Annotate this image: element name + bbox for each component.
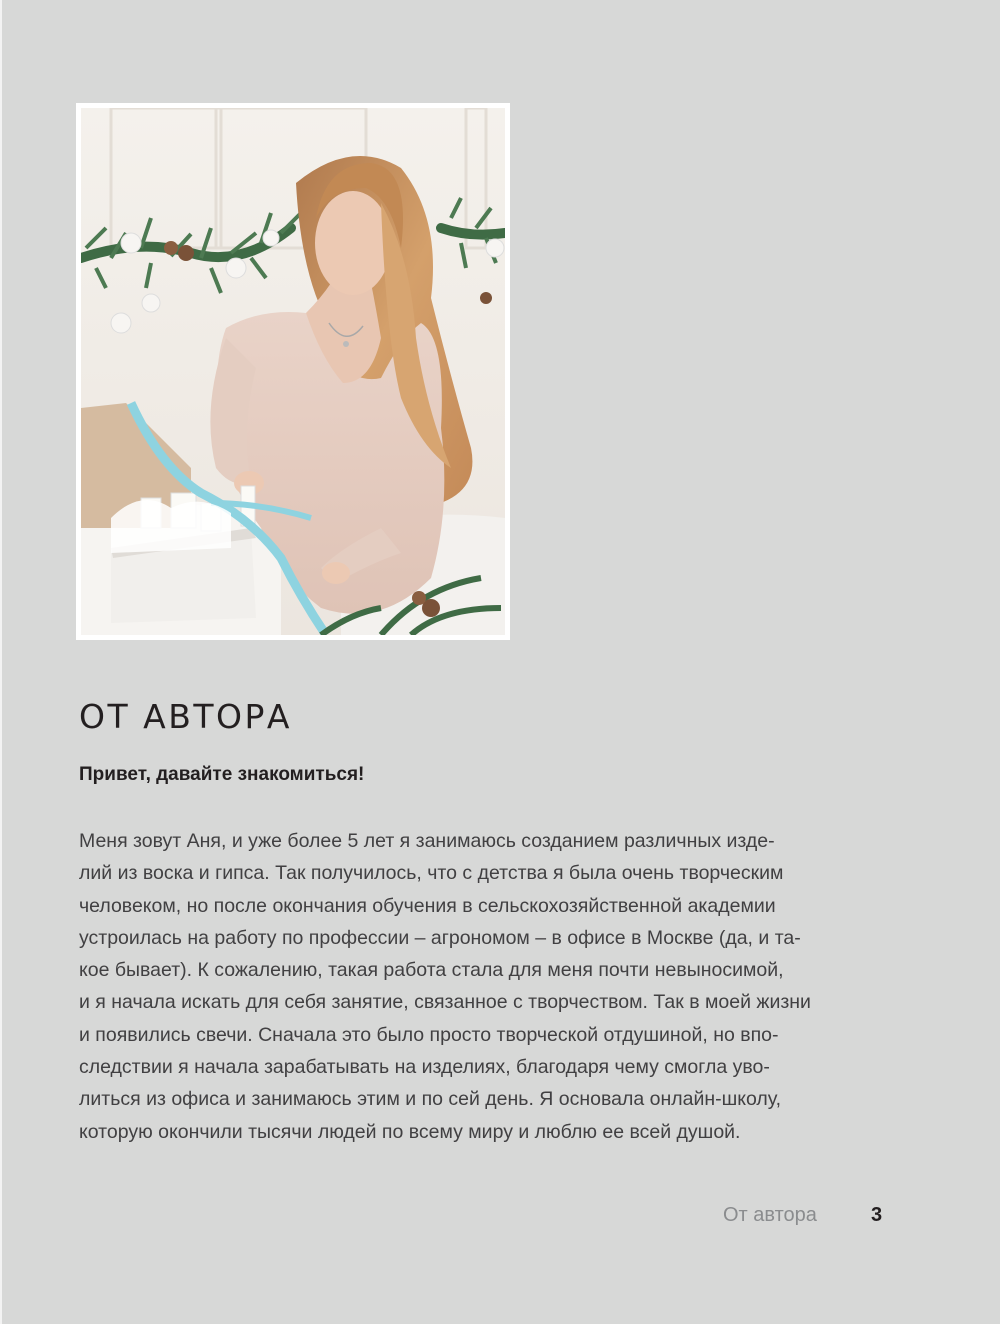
body-line: литься из офиса и занимаюсь этим и по сей день. Я основала онлайн-школу,	[79, 1088, 782, 1111]
body-line: человеком, но после окончания обучения в сельскохозяйственной академии	[79, 894, 776, 917]
body-line: и появились свечи. Сначала это было просто творческой отдушиной, но впо-	[79, 1023, 779, 1046]
page-number: 3	[871, 1204, 883, 1226]
running-footer-section: От автора	[723, 1204, 817, 1226]
body-paragraph	[79, 825, 839, 1148]
body-line: и я начала искать для себя занятие, связанное с творчеством. Так в моей жизни	[79, 991, 811, 1014]
body-line: устроилась на работу по профессии – агрономом – в офисе в Москве (да, и та-	[79, 926, 801, 949]
body-line: следствии я начала зарабатывать на изделиях, благодаря чему смогла уво-	[79, 1056, 770, 1079]
body-line: лий из воска и гипса. Так получилось, что с детства я была очень творческим	[79, 862, 784, 885]
greeting-subtitle: Привет, давайте знакомиться!	[79, 764, 365, 785]
author-photo	[76, 103, 510, 640]
body-line: Меня зовут Аня, и уже более 5 лет я занимаюсь созданием различных изде-	[79, 830, 775, 852]
body-line: кое бывает). К сожалению, такая работа стала для меня почти невыносимой,	[79, 959, 784, 982]
page-title: ОТ АВТОРА	[79, 697, 292, 736]
body-line: которую окончили тысячи людей по всему миру и люблю ее всей душой.	[79, 1120, 741, 1143]
author-photo-illustration	[81, 108, 505, 635]
